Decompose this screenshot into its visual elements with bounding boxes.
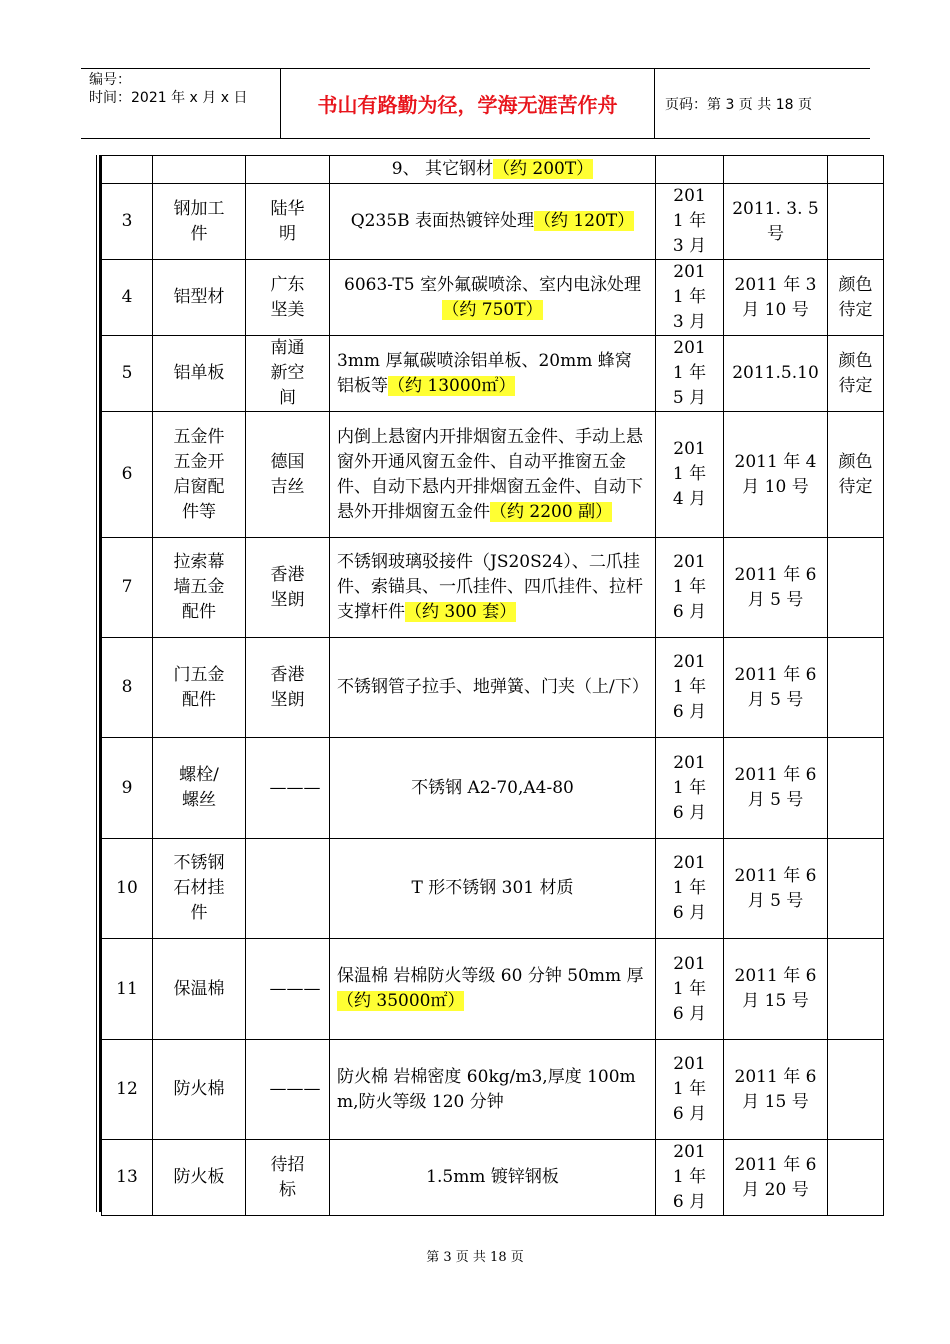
row-number-cell [102, 336, 153, 412]
material-name-cell [153, 538, 246, 638]
remark-text: 颜色待定 [838, 350, 873, 396]
remark-text: 颜色待定 [838, 451, 873, 497]
quantity-highlight: （约 35000㎡） [337, 991, 465, 1011]
description-text: 不锈钢 A2-70,A4-80 [411, 777, 574, 798]
table-row [102, 184, 884, 260]
remark-cell [828, 538, 884, 638]
order-date-text: 2011 年 6 月 [672, 953, 707, 1024]
description-cell [330, 1140, 656, 1216]
remark-cell [828, 184, 884, 260]
description-cell [330, 538, 656, 638]
material-name-text: 铝单板 [173, 363, 225, 383]
delivery-date-text: 2011 年 6 月 5 号 [734, 765, 817, 810]
description-text: 3mm 厚氟碳喷涂铝单板、20mm 蜂窝铝板等 [337, 350, 632, 396]
remark-cell [828, 260, 884, 336]
table-row [102, 839, 884, 939]
row-number-text: 4 [121, 287, 133, 307]
order-date-cell [656, 638, 724, 738]
description-text: Q235B 表面热镀锌处理 [350, 211, 535, 231]
delivery-date-text: 2011. 3. 5 号 [732, 198, 819, 244]
table-row [102, 156, 884, 184]
delivery-date-text: 2011 年 6 月 5 号 [734, 865, 817, 911]
table-row [102, 738, 884, 839]
row-number-text: 10 [116, 878, 138, 898]
supplier-cell [246, 939, 330, 1040]
order-date-text: 2011 年 6 月 [672, 1142, 707, 1212]
remark-cell [828, 1140, 884, 1216]
order-date-cell [656, 184, 724, 260]
row-number-cell [102, 1040, 153, 1140]
description-text: 不锈钢管子拉手、地弹簧、门夹（上/下） [337, 677, 649, 697]
quantity-highlight: （约 13000㎡） [388, 375, 516, 396]
row-number-text: 3 [121, 211, 133, 231]
row-number-text: 5 [121, 363, 133, 383]
remark-cell [828, 839, 884, 939]
quantity-highlight: （约 2200 副） [490, 501, 613, 522]
order-date-cell [656, 336, 724, 412]
material-name-text: 五金件五金开启窗配件等 [173, 426, 225, 522]
row-number-text: 8 [121, 677, 133, 697]
row-number-text: 9 [121, 777, 133, 798]
supplier-cell [246, 1040, 330, 1140]
row-number-cell [102, 184, 153, 260]
supplier-cell [246, 839, 330, 939]
material-name-text: 钢加工件 [173, 198, 225, 244]
supplier-text: 广东坚美 [270, 274, 305, 320]
supplier-cell [246, 738, 330, 839]
table-cell [656, 156, 724, 184]
quantity-highlight: （约 750T） [442, 299, 543, 320]
delivery-date-cell [724, 839, 828, 939]
supplier-text: 香港坚朗 [270, 664, 305, 710]
row-number-cell [102, 1140, 153, 1216]
table-cell [246, 156, 330, 184]
delivery-date-cell [724, 184, 828, 260]
description-cell [330, 839, 656, 939]
row-number-cell [102, 412, 153, 538]
supplier-cell [246, 412, 330, 538]
table-cell [153, 156, 246, 184]
order-date-text: 2011 年 4 月 [672, 439, 707, 509]
table-row [102, 412, 884, 538]
delivery-date-cell [724, 412, 828, 538]
description-cell [330, 1040, 656, 1140]
delivery-date-text: 2011 年 6 月 15 号 [734, 1066, 817, 1112]
supplier-text: 南通新空间 [270, 338, 305, 408]
material-name-cell [153, 1040, 246, 1140]
supplier-text: 香港坚朗 [270, 564, 305, 610]
description-cell [330, 184, 656, 260]
material-name-cell [153, 336, 246, 412]
remark-cell [828, 1040, 884, 1140]
description-text: 不锈钢玻璃驳接件（JS20S24）、二爪挂件、索锚具、一爪挂件、四爪挂件、拉杆支撑杆件 [337, 552, 643, 622]
table-cell-description [330, 156, 656, 184]
delivery-date-text: 2011 年 6 月 5 号 [734, 564, 817, 610]
supplier-cell [246, 538, 330, 638]
quantity-highlight: （约 200T） [493, 159, 594, 179]
description-text: 1.5mm 镀锌钢板 [426, 1167, 559, 1187]
page-header [81, 68, 870, 139]
remark-cell [828, 336, 884, 412]
table-row [102, 1040, 884, 1140]
table-cell [828, 156, 884, 184]
material-name-text: 不锈钢石材挂件 [173, 853, 225, 923]
supplier-cell [246, 336, 330, 412]
order-date-cell [656, 260, 724, 336]
material-name-text: 保温棉 [173, 978, 225, 999]
table-row [102, 939, 884, 1040]
table-outer-border [96, 155, 97, 1212]
order-date-cell [656, 538, 724, 638]
row-number-cell [102, 939, 153, 1040]
delivery-date-cell [724, 538, 828, 638]
order-date-cell [656, 939, 724, 1040]
material-name-cell [153, 638, 246, 738]
order-date-text: 2011 年 3 月 [672, 262, 707, 332]
material-name-text: 铝型材 [173, 287, 225, 307]
row-number-cell [102, 738, 153, 839]
table-row [102, 638, 884, 738]
order-date-cell [656, 839, 724, 939]
materials-table [101, 155, 884, 1216]
description-text: 防火棉 岩棉密度 60kg/m3,厚度 100mm,防火等级 120 分钟 [337, 1066, 636, 1112]
order-date-text: 2011 年 6 月 [672, 853, 707, 923]
material-name-text: 防火板 [173, 1167, 225, 1187]
description-text: 内倒上悬窗内开排烟窗五金件、手动上悬窗外开通风窗五金件、自动平推窗五金件、自动下悬内开排烟窗五金件、自动下悬外开排烟窗五金件 [337, 426, 643, 522]
description-text: 6063-T5 室外氟碳喷涂、室内电泳处理 [344, 274, 641, 295]
document-time-label: 时间：2021 年 x 月 x 日 [89, 90, 248, 106]
material-name-cell [153, 839, 246, 939]
table-row [102, 260, 884, 336]
material-name-text: 拉索幕墙五金配件 [173, 552, 225, 622]
material-name-cell [153, 260, 246, 336]
delivery-date-cell [724, 1040, 828, 1140]
quantity-highlight: （约 120T） [534, 211, 635, 231]
delivery-date-cell [724, 260, 828, 336]
supplier-text: ——— [269, 978, 321, 999]
header-meta [89, 71, 247, 107]
material-name-cell [153, 412, 246, 538]
delivery-date-text: 2011 年 6 月 15 号 [734, 966, 817, 1011]
material-name-text: 门五金配件 [173, 664, 225, 710]
material-name-cell [153, 939, 246, 1040]
row-number-text: 13 [116, 1167, 138, 1187]
supplier-cell [246, 184, 330, 260]
row-number-text: 7 [121, 577, 133, 597]
order-date-text: 2011 年 6 月 [672, 1054, 707, 1124]
row-number-text: 11 [116, 978, 138, 999]
order-date-text: 2011 年 6 月 [672, 652, 707, 722]
remark-text: 颜色待定 [838, 274, 873, 320]
supplier-text: ——— [269, 777, 321, 798]
table-cell [724, 156, 828, 184]
delivery-date-cell [724, 738, 828, 839]
row-number-cell [102, 638, 153, 738]
description-cell [330, 336, 656, 412]
row-number-cell [102, 260, 153, 336]
delivery-date-cell [724, 638, 828, 738]
order-date-text: 2011 年 3 月 [672, 186, 707, 256]
order-date-text: 2011 年 6 月 [672, 552, 707, 622]
row-number-cell [102, 538, 153, 638]
delivery-date-text: 2011 年 4 月 10 号 [734, 451, 817, 497]
row-number-cell [102, 839, 153, 939]
description-cell [330, 638, 656, 738]
remark-cell [828, 412, 884, 538]
delivery-date-text: 2011 年 3 月 10 号 [734, 274, 817, 320]
order-date-text: 2011 年 6 月 [672, 752, 707, 823]
order-date-cell [656, 1040, 724, 1140]
supplier-text: 德国吉丝 [270, 451, 305, 497]
page-footer: 第 3 页 共 18 页 [426, 1250, 524, 1265]
table-row [102, 336, 884, 412]
supplier-text: 待招标 [270, 1154, 305, 1200]
order-date-text: 2011 年 5 月 [672, 338, 707, 408]
description-cell [330, 412, 656, 538]
supplier-cell [246, 1140, 330, 1216]
description-text: 保温棉 岩棉防火等级 60 分钟 50mm 厚 [337, 966, 644, 986]
material-name-cell [153, 1140, 246, 1216]
delivery-date-cell [724, 939, 828, 1040]
delivery-date-text: 2011 年 6 月 20 号 [734, 1154, 817, 1200]
table-row [102, 538, 884, 638]
order-date-cell [656, 412, 724, 538]
supplier-text: 陆华明 [270, 198, 305, 244]
remark-cell [828, 638, 884, 738]
order-date-cell [656, 738, 724, 839]
material-name-cell [153, 738, 246, 839]
description-text: T 形不锈钢 301 材质 [411, 878, 574, 898]
description-cell [330, 939, 656, 1040]
material-name-cell [153, 184, 246, 260]
supplier-cell [246, 260, 330, 336]
material-name-text: 螺栓/螺丝 [179, 765, 219, 810]
description-cell [330, 738, 656, 839]
order-date-cell [656, 1140, 724, 1216]
material-name-text: 防火棉 [173, 1079, 225, 1099]
description-cell [330, 260, 656, 336]
header-page-info: 页码：第 3 页 共 18 页 [665, 96, 812, 113]
remark-cell [828, 939, 884, 1040]
remark-cell [828, 738, 884, 839]
header-motto: 书山有路勤为径，学海无涯苦作舟 [317, 93, 618, 117]
document-number-label: 编号： [89, 72, 131, 88]
supplier-text: ——— [269, 1079, 321, 1099]
header-divider [654, 69, 655, 138]
row-number-text: 6 [121, 464, 133, 484]
description-text: 9、 其它钢材 [391, 159, 494, 179]
delivery-date-text: 2011.5.10 [732, 363, 819, 383]
delivery-date-text: 2011 年 6 月 5 号 [734, 664, 817, 710]
table-row [102, 1140, 884, 1216]
quantity-highlight: （约 300 套） [405, 602, 517, 622]
supplier-cell [246, 638, 330, 738]
delivery-date-cell [724, 1140, 828, 1216]
table-cell [102, 156, 153, 184]
row-number-text: 12 [116, 1079, 138, 1099]
delivery-date-cell [724, 336, 828, 412]
